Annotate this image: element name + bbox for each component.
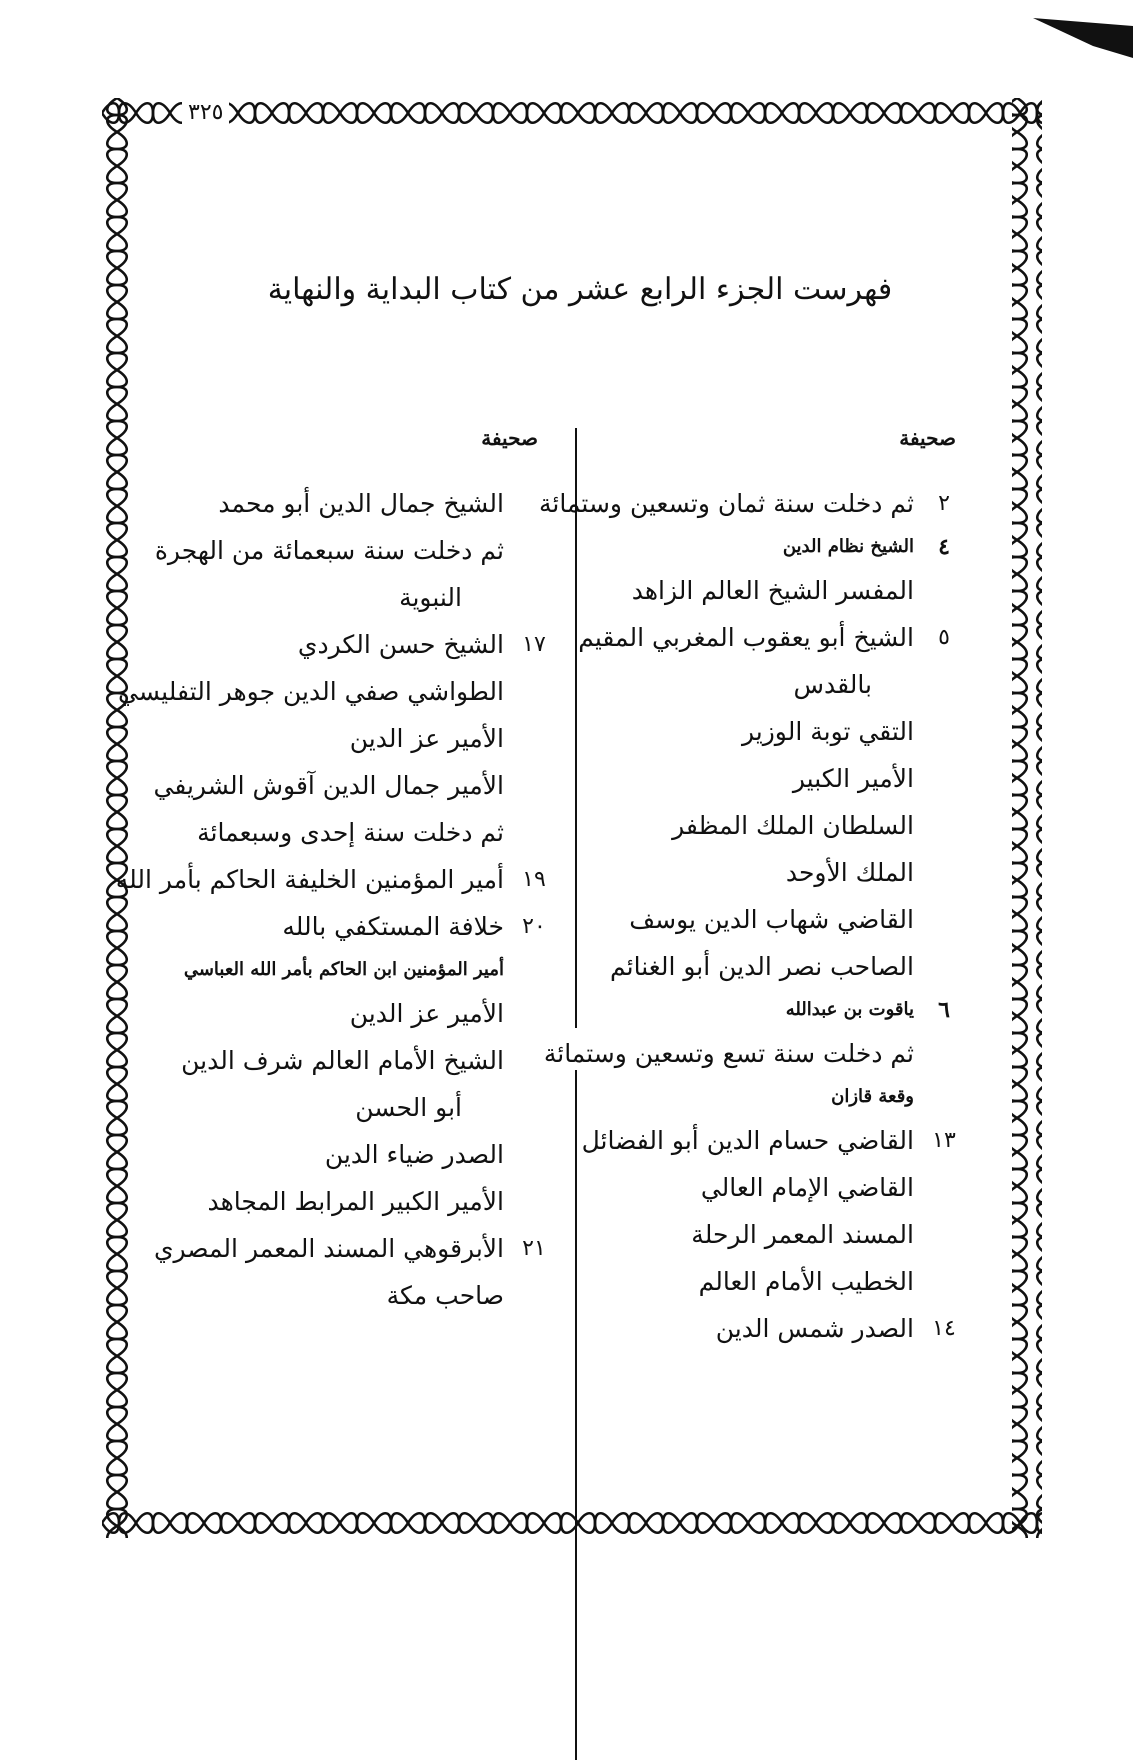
- index-entry: [154, 527, 552, 574]
- index-entry: [592, 708, 962, 755]
- index-entry: [118, 668, 552, 715]
- entry-text: أمير المؤمنين ابن الحاكم بأمر الله العباسي: [183, 959, 504, 980]
- page-ref-number: ٥: [938, 625, 950, 650]
- entry-text: الأبرقوهي المسند المعمر المصري: [153, 1234, 504, 1263]
- entry-text: الصدر شمس الدين: [715, 1314, 914, 1343]
- entry-text: ياقوت بن عبدالله: [785, 999, 914, 1020]
- entry-text: أمير المؤمنين الخليفة الحاكم بأمر الله: [115, 865, 504, 894]
- column-divider: [575, 1070, 577, 1760]
- entry-text: السلطان الملك المظفر: [672, 811, 914, 840]
- index-entry: [592, 896, 962, 943]
- page-ref-number: ١٤: [932, 1316, 956, 1341]
- index-entry: [160, 1037, 552, 1084]
- entry-text: ثم دخلت سنة ثمان وتسعين وستمائة: [539, 489, 914, 518]
- index-entry: [592, 1164, 962, 1211]
- index-entry: [160, 574, 552, 621]
- index-entry: [543, 1030, 962, 1077]
- entry-text: بالقدس: [793, 670, 872, 699]
- right-index-column: [539, 480, 962, 1352]
- index-entry: [592, 1077, 962, 1117]
- entry-text: المفسر الشيخ العالم الزاهد: [631, 576, 914, 605]
- entry-text: أبو الحسن: [355, 1093, 462, 1122]
- entry-text: الشيخ حسن الكردي: [297, 630, 504, 659]
- page-title: فهرست الجزء الرابع عشر من كتاب البداية والنهاية: [267, 272, 893, 307]
- entry-text: وقعة قازان: [831, 1086, 914, 1107]
- entry-text: صاحب مكة: [386, 1281, 504, 1310]
- index-entry: [115, 856, 552, 903]
- entry-text: المسند المعمر الرحلة: [691, 1220, 914, 1249]
- scan-corner-artifact: [1033, 18, 1133, 58]
- right-column-header: صحيفة: [899, 426, 956, 450]
- index-entry: [592, 527, 962, 567]
- page-ref-number: ٦: [938, 997, 950, 1023]
- index-entry: [153, 762, 552, 809]
- page-ref-number: ٢٠: [522, 914, 546, 939]
- entry-text: القاضي شهاب الدين يوسف: [629, 905, 914, 934]
- entry-text: ثم دخلت سنة سبعمائة من الهجرة: [154, 536, 504, 565]
- index-entry: [160, 1084, 552, 1131]
- index-entry: [592, 802, 962, 849]
- entry-text: القاضي الإمام العالي: [700, 1173, 914, 1202]
- index-entry: [592, 943, 962, 990]
- entry-text: التقي توبة الوزير: [741, 717, 914, 746]
- index-entry: [581, 1117, 962, 1164]
- entry-text: النبوية: [399, 583, 462, 612]
- index-entry: [592, 1305, 962, 1352]
- index-entry: [160, 809, 552, 856]
- index-entry: [592, 1211, 962, 1258]
- entry-text: خلافة المستكفي بالله: [282, 912, 504, 941]
- index-entry: [160, 990, 552, 1037]
- index-entry: [592, 661, 962, 708]
- page-ref-number: ٤: [938, 534, 950, 560]
- left-column-header: صحيفة: [481, 426, 538, 450]
- page-ref-number: ٢: [938, 491, 950, 516]
- entry-text: الصاحب نصر الدين أبو الغنائم: [610, 952, 914, 981]
- entry-text: الأمير جمال الدين آقوش الشريفي: [153, 771, 504, 800]
- index-entry: [160, 715, 552, 762]
- index-entry: [160, 1131, 552, 1178]
- index-entry: [592, 567, 962, 614]
- entry-text: الأمير عز الدين: [349, 724, 504, 753]
- entry-text: الأمير عز الدين: [349, 999, 504, 1028]
- index-entry: [160, 1178, 552, 1225]
- index-entry: [592, 990, 962, 1030]
- index-entry: [160, 480, 552, 527]
- entry-text: الملك الأوحد: [785, 858, 914, 887]
- index-entry: [592, 1258, 962, 1305]
- index-entry: [578, 614, 962, 661]
- page-ref-number: ١٧: [522, 632, 546, 657]
- page-ref-number: ١٩: [522, 867, 546, 892]
- entry-text: الصدر ضياء الدين: [324, 1140, 504, 1169]
- page-ref-number: ٢١: [522, 1236, 546, 1261]
- entry-text: الشيخ نظام الدين: [782, 536, 914, 557]
- entry-text: الطواشي صفي الدين جوهر التفليسي: [118, 677, 504, 706]
- index-entry: [539, 480, 962, 527]
- entry-text: الأمير الكبير المرابط المجاهد: [207, 1187, 504, 1216]
- page-ref-number: ١٣: [932, 1128, 956, 1153]
- entry-text: الشيخ أبو يعقوب المغربي المقيم: [578, 623, 914, 652]
- index-entry: [153, 1225, 552, 1272]
- entry-text: ثم دخلت سنة إحدى وسبعمائة: [197, 818, 504, 847]
- entry-text: الشيخ الأمام العالم شرف الدين: [181, 1046, 504, 1075]
- page-number: ٣٢٥: [182, 100, 229, 125]
- entry-text: الأمير الكبير: [792, 764, 914, 793]
- index-entry: [160, 950, 552, 990]
- entry-text: الشيخ جمال الدين أبو محمد: [218, 489, 504, 518]
- index-entry: [160, 903, 552, 950]
- entry-text: القاضي حسام الدين أبو الفضائل: [581, 1126, 914, 1155]
- index-entry: [592, 849, 962, 896]
- index-entry: [160, 621, 552, 668]
- index-entry: [592, 755, 962, 802]
- entry-text: الخطيب الأمام العالم: [698, 1267, 914, 1296]
- left-index-column: [115, 480, 552, 1319]
- entry-text: ثم دخلت سنة تسع وتسعين وستمائة: [543, 1039, 914, 1068]
- index-entry: [160, 1272, 552, 1319]
